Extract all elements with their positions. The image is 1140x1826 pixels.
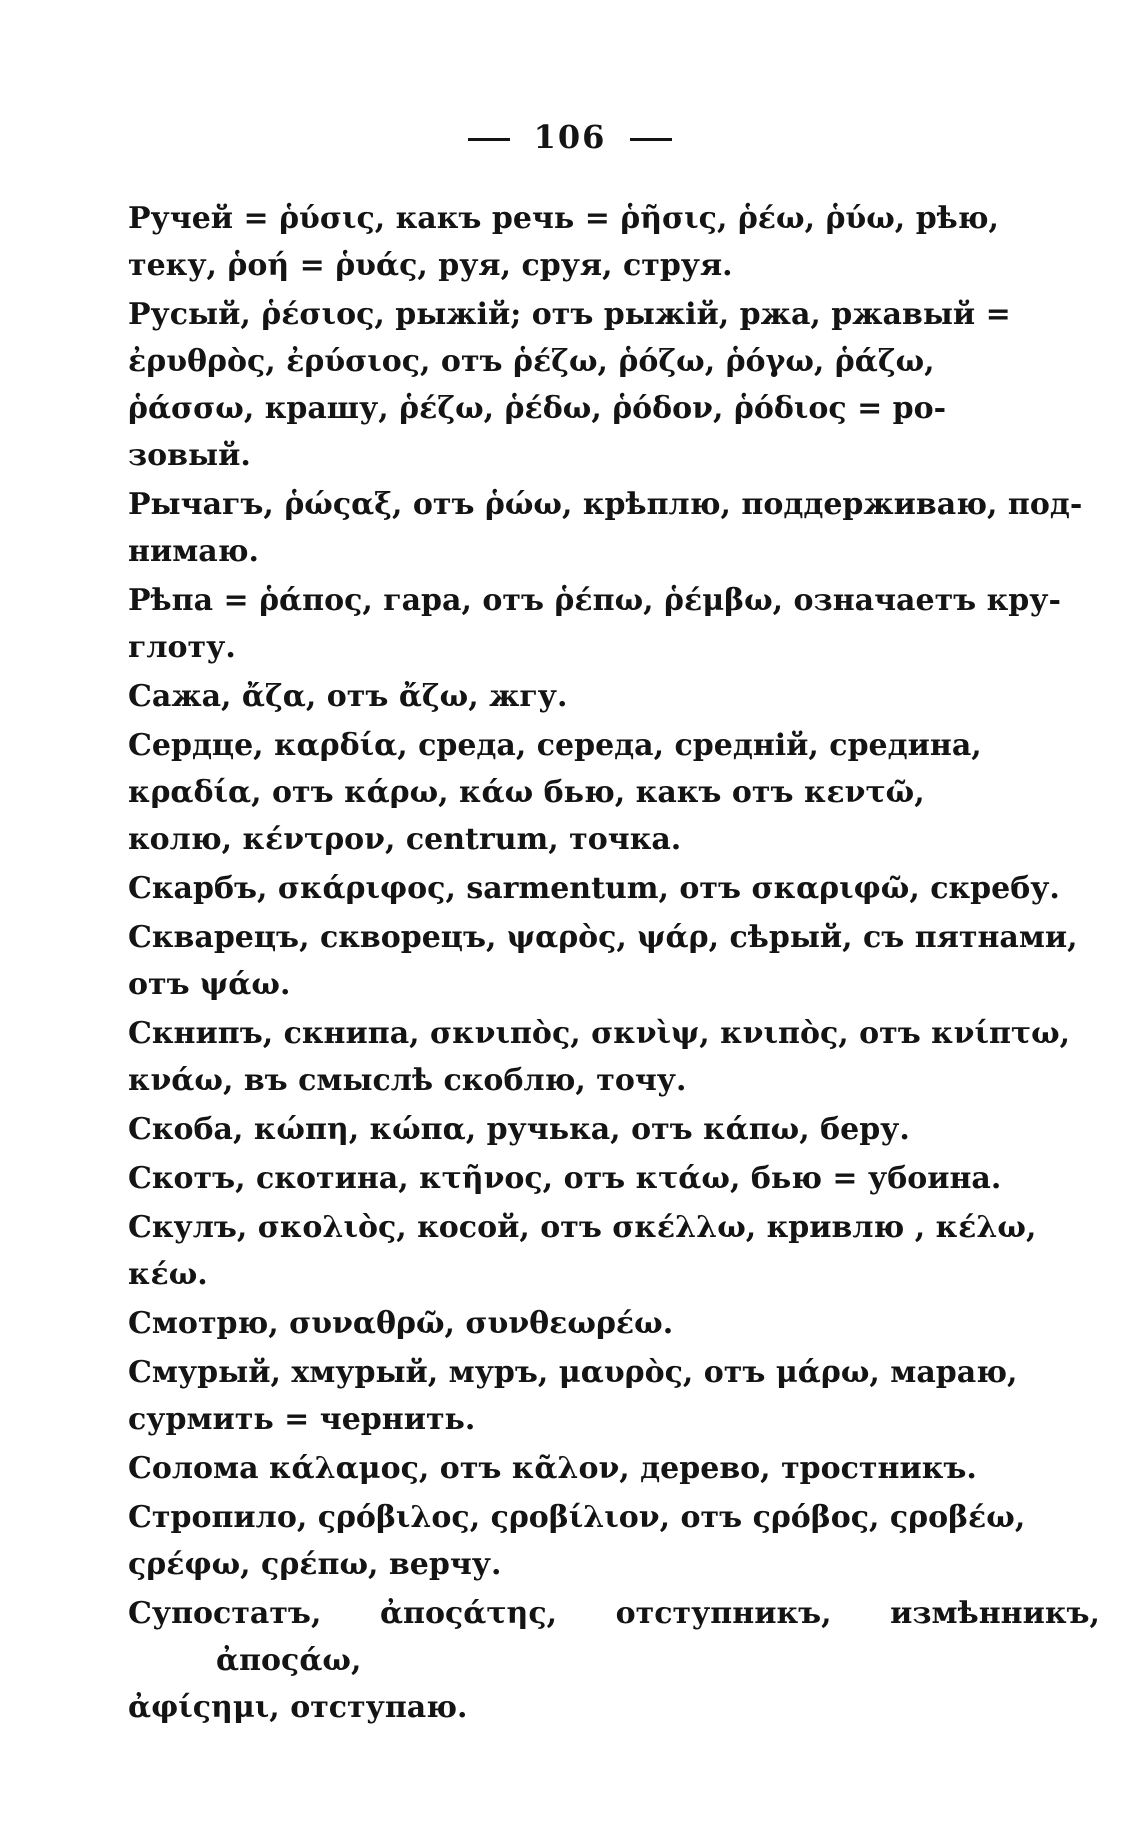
entry-line: Смурый, хмурый, муръ, μαυρὸς, отъ μάρω, мараю,: [128, 1355, 1018, 1390]
entry-repa: [128, 577, 1100, 671]
entry-line: Скоба, κώπη, κώπα, ручька, отъ κάπω, беру.: [128, 1112, 910, 1147]
entry-ruchey: [128, 195, 1100, 289]
page-number-text: 106: [533, 118, 607, 156]
entry-skarb: [128, 865, 1100, 912]
entry-smotryu: [128, 1300, 1100, 1347]
entry-line: Супостатъ, ἀποςάτης, отступникъ, измѣнникъ, ἀποςάω,: [128, 1596, 1100, 1678]
entry-line: колю, κέντρον, centrum, точка.: [128, 822, 682, 857]
page-number: [0, 118, 1140, 156]
entry-line: κέω.: [128, 1257, 208, 1292]
entry-line: Скотъ, скотина, κτῆνος, отъ κτάω, бью = убоина.: [128, 1161, 1002, 1196]
entry-line: κνάω, въ смыслѣ скоблю, точу.: [128, 1063, 687, 1098]
right-dash: [630, 138, 672, 141]
entry-line: Сердце, καρδία, среда, середа, средній, средина,: [128, 728, 982, 763]
entry-line: Скулъ, σκολιὸς, косой, отъ σκέλλω, кривлю , κέλω,: [128, 1210, 1037, 1245]
entry-sknip: [128, 1010, 1100, 1104]
entry-line: теку, ῥοή = ῥυάς, руя, сруя, струя.: [128, 248, 733, 283]
entry-sazha: [128, 673, 1100, 720]
entry-line: Сажа, ἄζα, отъ ἄζω, жгу.: [128, 679, 568, 714]
entry-line: Смотрю, συναθρῶ, συνθεωρέω.: [128, 1306, 674, 1341]
entry-serdtse: [128, 722, 1100, 863]
entry-smury: [128, 1349, 1100, 1443]
entry-line: Солома κάλαμος, отъ κᾶλον, дерево, тростникъ.: [128, 1451, 977, 1486]
dictionary-entries: [128, 195, 1100, 1733]
entry-line: сурмить = чернить.: [128, 1402, 476, 1437]
entry-line: нимаю.: [128, 534, 259, 569]
entry-line: Ручей = ῥύσις, какъ речь = ῥῆσις, ῥέω, ῥύω, рѣю,: [128, 201, 999, 236]
entry-line: отъ ψάω.: [128, 967, 291, 1002]
entry-line: глоту.: [128, 630, 236, 665]
entry-rychag: [128, 481, 1100, 575]
entry-skot: [128, 1155, 1100, 1202]
left-dash: [468, 138, 510, 141]
entry-line: Стропило, ςρόβιλος, ςροβίλιον, отъ ςρόβος, ςροβέω,: [128, 1500, 1026, 1535]
entry-skoba: [128, 1106, 1100, 1153]
entry-line: ςρέφω, ςρέπω, верчу.: [128, 1547, 502, 1582]
entry-skul: [128, 1204, 1100, 1298]
entry-supostat: [128, 1590, 1100, 1731]
entry-line: Рычагъ, ῥώςαξ, отъ ῥώω, крѣплю, поддерживаю, под-: [128, 487, 1083, 522]
entry-skvarets: [128, 914, 1100, 1008]
entry-line: зовый.: [128, 438, 251, 473]
entry-line: Скарбъ, σκάριφος, sarmentum, отъ σκαριφῶ, скребу.: [128, 871, 1060, 906]
entry-line: Рѣпа = ῥάπος, гара, отъ ῥέπω, ῥέμβω, означаетъ кру-: [128, 583, 1061, 618]
entry-line: Русый, ῥέσιος, рыжій; отъ рыжій, ржа, ржавый =: [128, 297, 1011, 332]
entry-rusy: [128, 291, 1100, 479]
entry-line: ἀφίςημι, отступаю.: [128, 1690, 468, 1725]
entry-line: ἐρυθρὸς, ἐρύσιος, отъ ῥέζω, ῥόζω, ῥόγω, ῥάζω,: [128, 344, 935, 379]
entry-soloma: [128, 1445, 1100, 1492]
entry-line: κραδία, отъ κάρω, κάω бью, какъ отъ κεντῶ,: [128, 775, 925, 810]
entry-line: Скнипъ, скнипа, σκνιπὸς, σκνὶψ, κνιπὸς, отъ κνίπτω,: [128, 1016, 1071, 1051]
entry-stropilo: [128, 1494, 1100, 1588]
entry-line: Скварецъ, скворецъ, ψαρὸς, ψάρ, сѣрый, съ пятнами,: [128, 920, 1078, 955]
entry-line: ῥάσσω, крашу, ῥέζω, ῥέδω, ῥόδον, ῥόδιος = ро-: [128, 391, 947, 426]
